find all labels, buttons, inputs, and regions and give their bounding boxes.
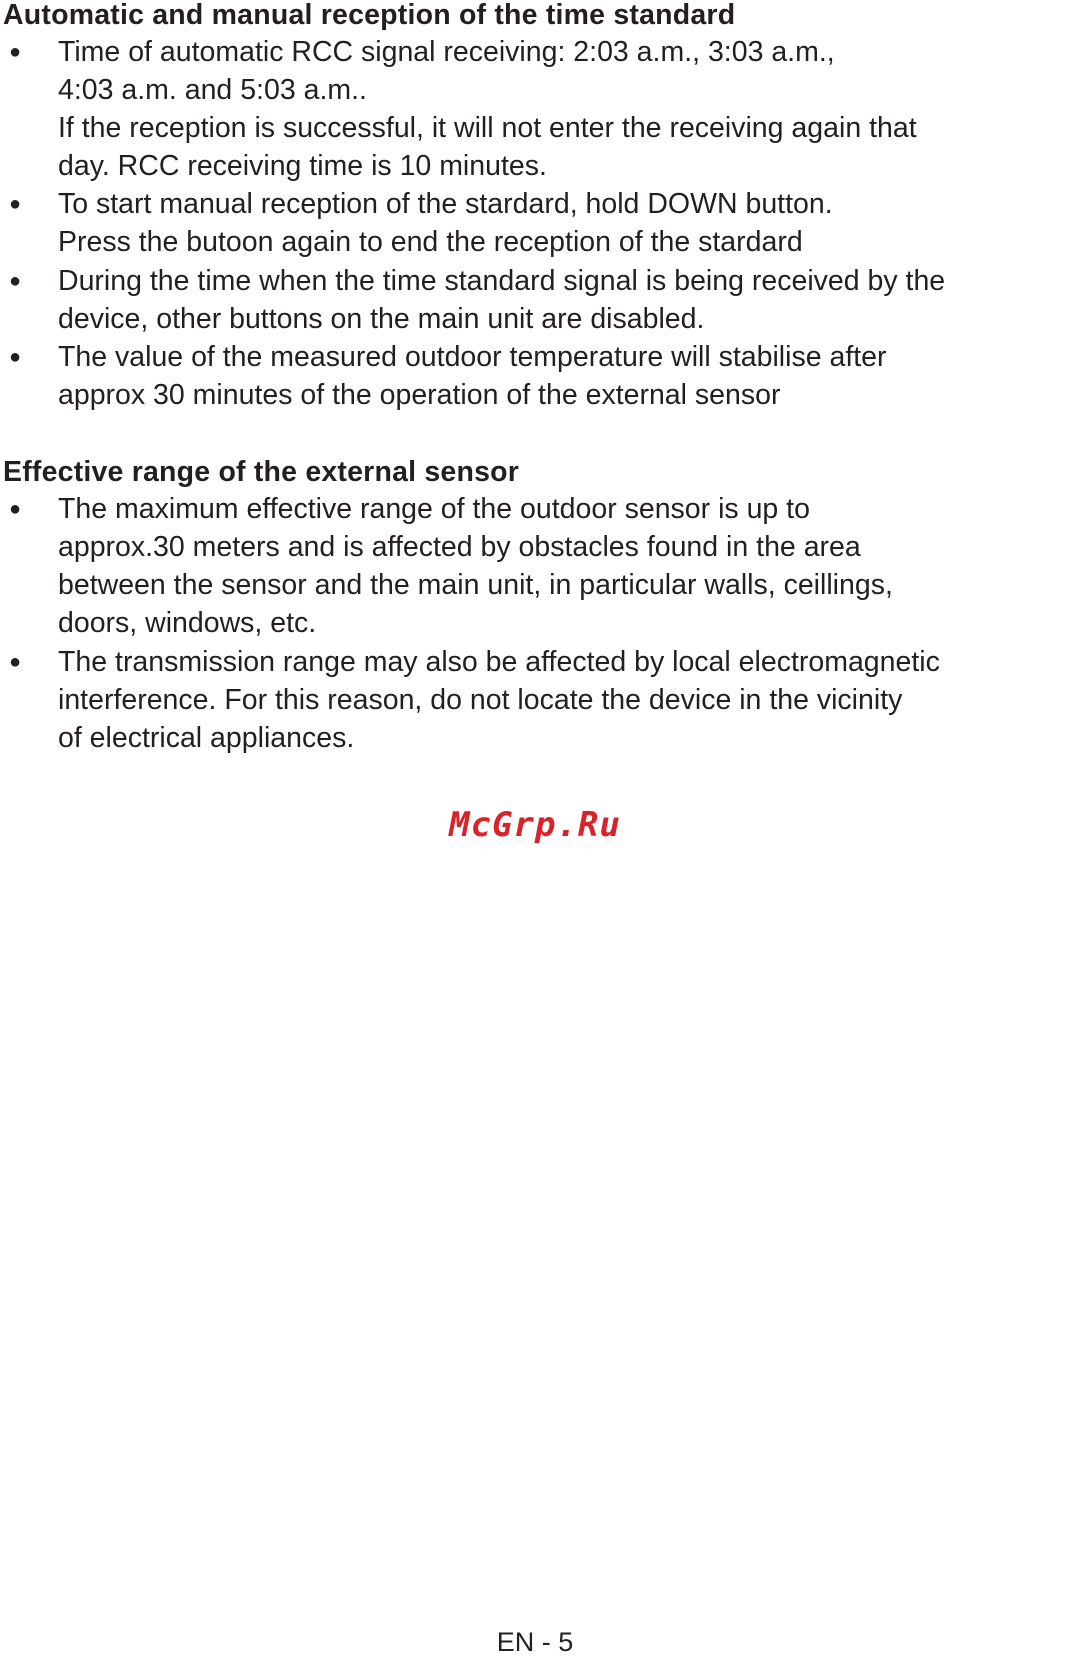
paragraph-line: The maximum effective range of the outdoor sensor is up to xyxy=(58,493,810,525)
bullet-icon: ● xyxy=(8,193,22,215)
bullet-icon: ● xyxy=(8,270,22,292)
bullet-icon: ● xyxy=(8,346,22,368)
page-number: EN - 5 xyxy=(496,1627,574,1657)
paragraph-line: If the reception is successful, it will not enter the receiving again that xyxy=(58,112,917,144)
paragraph-line: doors, windows, etc. xyxy=(58,607,317,639)
paragraph-line: The transmission range may also be affected by local electromagnetic xyxy=(58,646,940,678)
paragraph-line: day. RCC receiving time is 10 minutes. xyxy=(58,150,547,182)
paragraph-line: During the time when the time standard signal is being received by the xyxy=(58,265,946,297)
bullet-icon: ● xyxy=(8,41,22,63)
section-heading-time-standard: Automatic and manual reception of the time standard xyxy=(3,0,736,31)
paragraph-line: device, other buttons on the main unit are disabled. xyxy=(58,303,705,335)
section-heading-external-sensor: Effective range of the external sensor xyxy=(3,456,520,488)
paragraph-line: 4:03 a.m. and 5:03 a.m.. xyxy=(58,74,367,106)
paragraph-line: approx 30 minutes of the operation of the external sensor xyxy=(58,379,781,411)
paragraph-line: of electrical appliances. xyxy=(58,722,355,754)
paragraph-line: approx.30 meters and is affected by obstacles found in the area xyxy=(58,531,861,563)
paragraph-line: interference. For this reason, do not locate the device in the vicinity xyxy=(58,684,903,716)
paragraph-line: The value of the measured outdoor temperature will stabilise after xyxy=(58,341,887,373)
paragraph-line: To start manual reception of the stardard, hold DOWN button. xyxy=(58,188,833,220)
paragraph-line: Press the butoon again to end the reception of the stardard xyxy=(58,226,803,258)
paragraph-line: between the sensor and the main unit, in particular walls, ceillings, xyxy=(58,569,893,601)
paragraph-line: Time of automatic RCC signal receiving: 2:03 a.m., 3:03 a.m., xyxy=(58,36,835,68)
bullet-icon: ● xyxy=(8,651,22,673)
watermark-text: McGrp.Ru xyxy=(449,805,621,845)
bullet-icon: ● xyxy=(8,498,22,520)
